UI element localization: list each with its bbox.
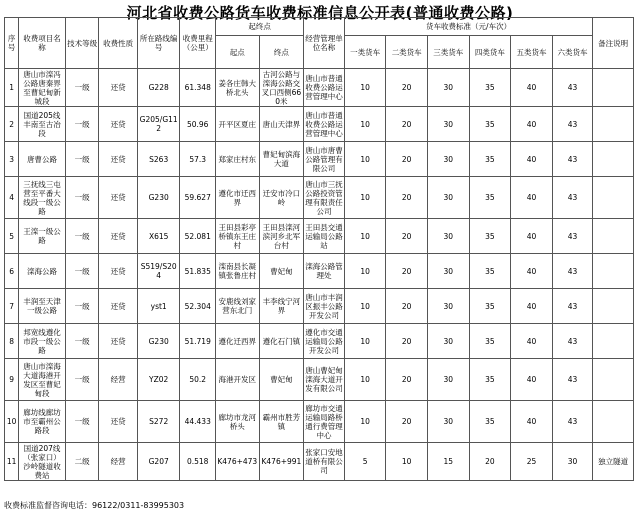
cell-unit: 唐山市普通收费公路运营管理中心	[304, 69, 345, 107]
cell-project: 国道205线丰南至古冶段	[19, 107, 66, 142]
cell-fee-class-3: 30	[427, 107, 469, 142]
cell-mileage: 50.2	[180, 359, 216, 401]
cell-fee-class-4: 35	[469, 107, 511, 142]
cell-unit: 滦海公路管理处	[304, 254, 345, 289]
cell-fee-class-6: 43	[552, 142, 593, 177]
cell-remark	[593, 69, 634, 107]
cell-mileage: 0.518	[180, 443, 216, 481]
cell-seq: 11	[5, 443, 19, 481]
cell-fee-class-4: 35	[469, 254, 511, 289]
cell-seq: 5	[5, 219, 19, 254]
cell-mileage: 61.348	[180, 69, 216, 107]
cell-end: 古河公路与滦海公路交叉口西侧660米	[259, 69, 304, 107]
cell-mileage: 52.304	[180, 289, 216, 324]
cell-route-no: G228	[137, 69, 180, 107]
cell-fee-class-4: 35	[469, 401, 511, 443]
cell-mileage: 52.081	[180, 219, 216, 254]
cell-start: 廊坊市龙河桥头	[215, 401, 259, 443]
cell-nature: 还贷	[99, 107, 138, 142]
cell-fee-class-4: 35	[469, 289, 511, 324]
cell-remark	[593, 254, 634, 289]
header-route-no: 所在路线编号	[137, 18, 180, 69]
cell-remark	[593, 324, 634, 359]
cell-nature: 经营	[99, 359, 138, 401]
table-row	[5, 69, 634, 107]
cell-fee-class-3: 30	[427, 324, 469, 359]
cell-end: 迁安市冷口岭	[259, 177, 304, 219]
cell-fee-class-6: 43	[552, 254, 593, 289]
table-row	[5, 107, 634, 142]
cell-project: 三抚线三屯营至平番大线段一级公路	[19, 177, 66, 219]
cell-start: 遵化市迁西界	[215, 177, 259, 219]
cell-project: 国道207线（张家口）沙岭隧道收费站	[19, 443, 66, 481]
cell-start: 遵化迁西界	[215, 324, 259, 359]
cell-fee-class-1: 10	[344, 177, 386, 219]
cell-unit: 遵化市交通运输局公路开发公司	[304, 324, 345, 359]
cell-seq: 6	[5, 254, 19, 289]
cell-fee-class-5: 40	[511, 219, 553, 254]
cell-end: 曹妃甸	[259, 359, 304, 401]
cell-route-no: G230	[137, 324, 180, 359]
header-end: 终点	[259, 36, 304, 69]
cell-unit: 唐山市丰润区振丰公路开发公司	[304, 289, 345, 324]
cell-fee-class-4: 35	[469, 69, 511, 107]
cell-start: 海港开发区	[215, 359, 259, 401]
cell-nature: 还贷	[99, 69, 138, 107]
cell-fee-class-5: 40	[511, 324, 553, 359]
cell-fee-class-4: 35	[469, 324, 511, 359]
cell-fee-class-6: 43	[552, 219, 593, 254]
cell-project: 唐山市滦海大道海港开发区至曹妃甸段	[19, 359, 66, 401]
cell-fee-class-6: 43	[552, 401, 593, 443]
header-start-end: 起终点	[215, 18, 303, 36]
cell-tech-grade: 一级	[65, 359, 98, 401]
cell-project: 丰润至天津一级公路	[19, 289, 66, 324]
header-start: 起点	[215, 36, 259, 69]
cell-tech-grade: 一级	[65, 177, 98, 219]
cell-tech-grade: 二级	[65, 443, 98, 481]
cell-start: 郑家庄村东	[215, 142, 259, 177]
cell-mileage: 44.433	[180, 401, 216, 443]
cell-fee-class-4: 35	[469, 219, 511, 254]
cell-fee-class-1: 10	[344, 254, 386, 289]
cell-mileage: 51.719	[180, 324, 216, 359]
cell-fee-class-5: 25	[511, 443, 553, 481]
cell-fee-class-5: 40	[511, 142, 553, 177]
header-class-5: 五类货车	[511, 36, 553, 69]
cell-fee-class-2: 20	[386, 177, 428, 219]
table-row	[5, 177, 634, 219]
cell-end: 曹妃甸	[259, 254, 304, 289]
cell-start: K476+473	[215, 443, 259, 481]
cell-unit: 唐山曹妃甸滦海大道开发有限公司	[304, 359, 345, 401]
cell-start: 滦南县长凝镇张鲁庄村	[215, 254, 259, 289]
cell-end: 王田县滦河滨河乡北军台村	[259, 219, 304, 254]
cell-route-no: G205/G112	[137, 107, 180, 142]
header-project: 收费项目名称	[19, 18, 66, 69]
cell-start: 姜各庄韩大桥北头	[215, 69, 259, 107]
cell-nature: 经营	[99, 443, 138, 481]
cell-route-no: S263	[137, 142, 180, 177]
cell-unit: 张家口安地道桥有限公司	[304, 443, 345, 481]
table-row	[5, 443, 634, 481]
cell-nature: 还贷	[99, 324, 138, 359]
cell-fee-class-2: 20	[386, 401, 428, 443]
cell-nature: 还贷	[99, 219, 138, 254]
cell-fee-class-6: 43	[552, 107, 593, 142]
table-row	[5, 219, 634, 254]
cell-seq: 8	[5, 324, 19, 359]
cell-start: 开平区夏庄	[215, 107, 259, 142]
cell-fee-class-3: 30	[427, 254, 469, 289]
cell-route-no: yst1	[137, 289, 180, 324]
cell-fee-class-3: 30	[427, 69, 469, 107]
cell-end: 霸州市胜芳镇	[259, 401, 304, 443]
cell-mileage: 51.835	[180, 254, 216, 289]
cell-fee-class-5: 40	[511, 401, 553, 443]
cell-fee-class-2: 20	[386, 69, 428, 107]
cell-fee-class-1: 10	[344, 324, 386, 359]
cell-fee-class-2: 10	[386, 443, 428, 481]
cell-fee-class-3: 15	[427, 443, 469, 481]
cell-fee-class-2: 20	[386, 142, 428, 177]
cell-seq: 1	[5, 69, 19, 107]
cell-nature: 还贷	[99, 254, 138, 289]
cell-mileage: 59.627	[180, 177, 216, 219]
cell-remark	[593, 401, 634, 443]
cell-fee-class-3: 30	[427, 359, 469, 401]
cell-seq: 2	[5, 107, 19, 142]
cell-fee-class-5: 40	[511, 107, 553, 142]
cell-nature: 还贷	[99, 289, 138, 324]
cell-fee-class-3: 30	[427, 177, 469, 219]
cell-unit: 廊坊市交通运输局路桥通行费管理中心	[304, 401, 345, 443]
table-row	[5, 324, 634, 359]
header-class-3: 三类货车	[427, 36, 469, 69]
toll-standard-table	[4, 17, 634, 481]
header-class-1: 一类货车	[344, 36, 386, 69]
cell-fee-class-1: 10	[344, 142, 386, 177]
cell-remark	[593, 142, 634, 177]
cell-remark: 独立隧道	[593, 443, 634, 481]
cell-project: 廊坊线廊坊市至霸州公路段	[19, 401, 66, 443]
cell-unit: 唐山市普通收费公路运营管理中心	[304, 107, 345, 142]
cell-mileage: 57.3	[180, 142, 216, 177]
cell-tech-grade: 一级	[65, 69, 98, 107]
cell-end: 遵化石门镇	[259, 324, 304, 359]
cell-fee-class-2: 20	[386, 359, 428, 401]
cell-project: 滦海公路	[19, 254, 66, 289]
cell-nature: 还贷	[99, 401, 138, 443]
cell-fee-class-1: 10	[344, 107, 386, 142]
cell-remark	[593, 359, 634, 401]
cell-fee-class-2: 20	[386, 107, 428, 142]
cell-tech-grade: 一级	[65, 254, 98, 289]
cell-fee-class-5: 40	[511, 254, 553, 289]
cell-mileage: 50.96	[180, 107, 216, 142]
cell-fee-class-4: 35	[469, 359, 511, 401]
cell-unit: 唐山市唐曹公路管理有限公司	[304, 142, 345, 177]
cell-fee-class-3: 30	[427, 219, 469, 254]
cell-fee-class-6: 43	[552, 69, 593, 107]
cell-tech-grade: 一级	[65, 401, 98, 443]
cell-seq: 10	[5, 401, 19, 443]
cell-route-no: YZ02	[137, 359, 180, 401]
header-seq: 序号	[5, 18, 19, 69]
cell-project: 王滦一级公路	[19, 219, 66, 254]
header-remark: 备注说明	[593, 18, 634, 69]
cell-fee-class-6: 43	[552, 177, 593, 219]
cell-route-no: S272	[137, 401, 180, 443]
cell-route-no: X615	[137, 219, 180, 254]
cell-end: 唐山天津界	[259, 107, 304, 142]
supervision-hotline: 收费标准监督咨询电话：96122/0311-83995303	[4, 501, 185, 510]
cell-end: 曹妃甸滨海大道	[259, 142, 304, 177]
cell-remark	[593, 107, 634, 142]
cell-fee-class-5: 40	[511, 359, 553, 401]
header-class-4: 四类货车	[469, 36, 511, 69]
cell-tech-grade: 一级	[65, 219, 98, 254]
cell-unit: 唐山市三抚公路投资管理有限责任公司	[304, 177, 345, 219]
cell-fee-class-1: 10	[344, 289, 386, 324]
cell-remark	[593, 177, 634, 219]
cell-end: K476+991	[259, 443, 304, 481]
header-fee-standard: 货车收费标准（元/车次）	[344, 18, 593, 36]
table-row	[5, 142, 634, 177]
cell-start: 王田县彩亭桥镇东王庄村	[215, 219, 259, 254]
cell-fee-class-5: 40	[511, 289, 553, 324]
cell-nature: 还贷	[99, 177, 138, 219]
cell-seq: 9	[5, 359, 19, 401]
page-title: 河北省收费公路货车收费标准信息公开表(普通收费公路)	[126, 4, 514, 22]
cell-fee-class-1: 10	[344, 401, 386, 443]
table-row	[5, 401, 634, 443]
cell-project: 唐山市滦冯公路唐秦界至曹妃甸新城段	[19, 69, 66, 107]
header-class-6: 六类货车	[552, 36, 593, 69]
cell-seq: 3	[5, 142, 19, 177]
cell-seq: 7	[5, 289, 19, 324]
cell-fee-class-6: 30	[552, 443, 593, 481]
table-row	[5, 254, 634, 289]
cell-fee-class-6: 43	[552, 324, 593, 359]
table-row	[5, 289, 634, 324]
cell-fee-class-5: 40	[511, 69, 553, 107]
cell-tech-grade: 一级	[65, 107, 98, 142]
cell-unit: 王田县交通运输局公路站	[304, 219, 345, 254]
header-class-2: 二类货车	[386, 36, 428, 69]
cell-start: 安鹿线刘家营东北门	[215, 289, 259, 324]
cell-fee-class-4: 20	[469, 443, 511, 481]
cell-route-no: S519/S204	[137, 254, 180, 289]
cell-fee-class-5: 40	[511, 177, 553, 219]
cell-end: 丰李线宁河界	[259, 289, 304, 324]
table-row	[5, 359, 634, 401]
cell-fee-class-2: 20	[386, 324, 428, 359]
cell-fee-class-2: 20	[386, 289, 428, 324]
header-mileage: 收费里程（公里）	[180, 18, 216, 69]
cell-route-no: G230	[137, 177, 180, 219]
cell-fee-class-1: 10	[344, 69, 386, 107]
cell-fee-class-6: 43	[552, 289, 593, 324]
cell-project: 邦宽线遵化市段一级公路	[19, 324, 66, 359]
cell-tech-grade: 一级	[65, 324, 98, 359]
cell-nature: 还贷	[99, 142, 138, 177]
cell-remark	[593, 219, 634, 254]
cell-fee-class-2: 20	[386, 254, 428, 289]
cell-route-no: G207	[137, 443, 180, 481]
cell-tech-grade: 一级	[65, 142, 98, 177]
cell-fee-class-3: 30	[427, 401, 469, 443]
cell-fee-class-6: 43	[552, 359, 593, 401]
header-row-1	[5, 18, 634, 36]
cell-fee-class-3: 30	[427, 289, 469, 324]
cell-fee-class-1: 10	[344, 359, 386, 401]
cell-fee-class-1: 5	[344, 443, 386, 481]
cell-project: 唐曹公路	[19, 142, 66, 177]
cell-remark	[593, 289, 634, 324]
header-nature: 收费性质	[99, 18, 138, 69]
cell-fee-class-1: 10	[344, 219, 386, 254]
cell-tech-grade: 一级	[65, 289, 98, 324]
cell-fee-class-3: 30	[427, 142, 469, 177]
header-tech-grade: 技术等级	[65, 18, 98, 69]
cell-fee-class-2: 20	[386, 219, 428, 254]
cell-fee-class-4: 35	[469, 142, 511, 177]
cell-fee-class-4: 35	[469, 177, 511, 219]
header-unit: 经营管理单位名称	[304, 18, 345, 69]
cell-seq: 4	[5, 177, 19, 219]
